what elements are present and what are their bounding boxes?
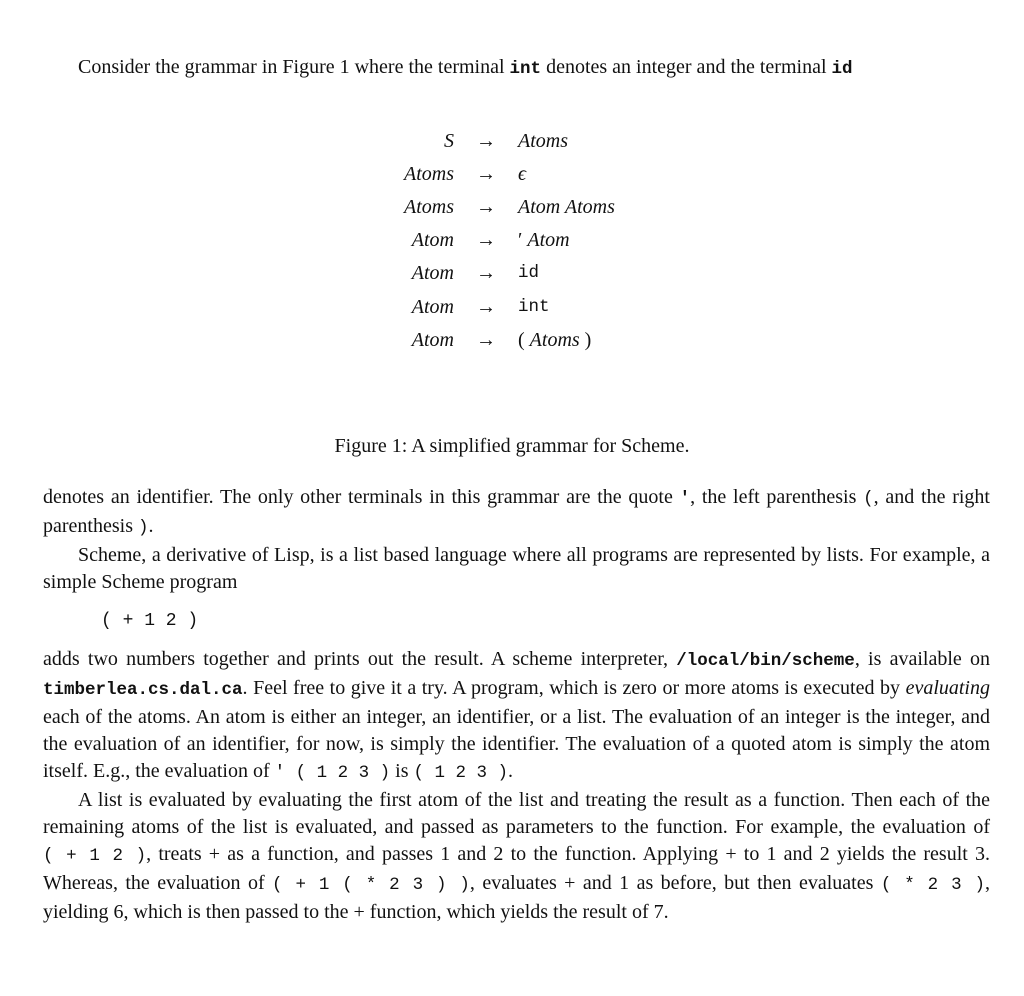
rule-rhs-nonterminal: Atoms: [529, 329, 580, 351]
terminal-id: id: [831, 59, 853, 79]
intro-text-middle: denotes an integer and the terminal: [541, 56, 832, 78]
grammar-rule: [0, 227, 1024, 260]
text-run: .: [148, 515, 154, 537]
grammar-rule: [0, 128, 1024, 161]
text-run: A list is evaluated by evaluating the first atom of the list and treating the result as a function. Then each of the remaining atoms of the list is evaluated, and passed as parameters to the function. For example, the evaluation of: [43, 789, 990, 838]
rule-lhs: Atoms: [404, 163, 454, 185]
grammar-rule: [0, 194, 1024, 227]
text-run: denotes an identifier. The only other terminals in this grammar are the quote: [43, 486, 680, 508]
arrow-icon: →: [476, 196, 496, 218]
rule-lhs: Atom: [411, 262, 454, 284]
host-name: timberlea.cs.dal.ca: [43, 680, 243, 700]
grammar-rule: [0, 161, 1024, 194]
grammar-rule: [0, 327, 1024, 360]
body-text: [43, 484, 990, 926]
emphasis: evaluating: [905, 677, 990, 699]
rule-rhs-terminal: id: [518, 263, 540, 283]
interpreter-path: /local/bin/scheme: [676, 651, 855, 671]
text-run: , the left parenthesis: [690, 486, 864, 508]
left-paren: (: [518, 329, 525, 351]
text-run: each of the atoms. An atom is either an integer, an identifier, or a list. The evaluation of an integer is the integer, and the evaluation of an identifier, for now, is simply the identifier. The evaluation of a quoted atom is simply the atom itself. E.g., the evaluation of: [43, 706, 990, 782]
rule-lhs: Atoms: [404, 196, 454, 218]
arrow-icon: →: [476, 229, 496, 251]
arrow-icon: →: [476, 130, 496, 152]
paragraph-2: Scheme, a derivative of Lisp, is a list based language where all programs are represented by lists. For example, a simple Scheme program: [43, 544, 990, 593]
text-run: .: [508, 760, 513, 782]
rule-rhs-nonterminal: Atom: [527, 229, 570, 251]
grammar-rule: [0, 260, 1024, 293]
rule-rhs: Atom Atoms: [518, 196, 615, 218]
text-run: , yielding 6, which is then passed to the + function, which yields the result of 7.: [43, 872, 991, 923]
arrow-icon: →: [476, 262, 496, 284]
text-run: , is available on: [854, 648, 990, 670]
right-paren: ): [584, 329, 592, 351]
text-run: is: [390, 760, 414, 782]
rule-rhs: Atoms: [518, 130, 568, 152]
arrow-icon: →: [476, 163, 496, 185]
inline-code: ( 1 2 3 ): [413, 763, 508, 783]
code-example: [43, 606, 990, 634]
rule-lhs: Atom: [411, 296, 454, 318]
text-run: , and the right parenthesis: [43, 486, 990, 537]
inline-code: ( * 2 3 ): [880, 875, 986, 895]
rule-lhs: Atom: [411, 229, 454, 251]
rule-rhs: [518, 327, 591, 354]
text-run: . Feel free to give it a try. A program, which is zero or more atoms is executed by: [242, 677, 906, 699]
rule-lhs: Atom: [411, 329, 454, 351]
quote-symbol: ′: [518, 229, 523, 251]
rule-rhs-terminal: int: [518, 297, 550, 317]
inline-code: ( + 1 ( * 2 3 ) ): [272, 875, 470, 895]
lparen-terminal: (: [863, 489, 874, 509]
grammar-rule: [0, 294, 1024, 327]
inline-code: ' ( 1 2 3 ): [274, 763, 391, 783]
arrow-icon: →: [476, 296, 496, 318]
terminal-int: int: [509, 59, 542, 79]
paragraph-3: [43, 646, 990, 787]
text-run: , treats + as a function, and passes 1 and 2 to the function. Applying + to 1 and 2 yields the result 3. Whereas, the evaluation of: [43, 843, 990, 894]
rule-lhs: S: [444, 130, 454, 152]
arrow-icon: →: [476, 329, 496, 351]
text-run: , evaluates + and 1 as before, but then evaluates: [469, 872, 881, 894]
figure-caption: Figure 1: A simplified grammar for Scheme.: [334, 435, 690, 457]
intro-text: Consider the grammar in Figure 1 where the terminal: [78, 56, 510, 78]
intro-sentence: [78, 54, 1008, 83]
paragraph-1: [43, 484, 990, 542]
paragraph-4: [43, 787, 990, 926]
code-line: ( + 1 2 ): [101, 611, 199, 631]
rule-rhs: [518, 227, 570, 254]
rule-rhs: ϵ: [518, 163, 527, 185]
rparen-terminal: ): [137, 518, 149, 538]
quote-terminal: ': [679, 489, 691, 509]
inline-code: ( + 1 2 ): [43, 846, 147, 866]
text-run: adds two numbers together and prints out the result. A scheme interpreter,: [43, 648, 677, 670]
